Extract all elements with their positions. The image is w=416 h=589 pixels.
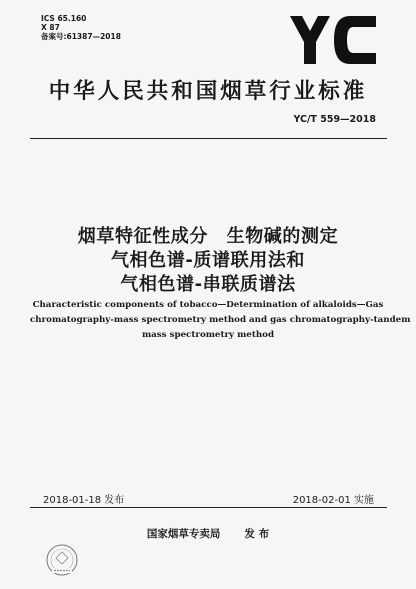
- standard-code: YC/T 559—2018: [293, 114, 376, 125]
- issue-date: 2018-01-18 发布: [43, 495, 125, 506]
- issuer-name: 国家烟草专卖局: [146, 528, 221, 540]
- yc-logo: [290, 16, 376, 64]
- ccs-code: X 87: [41, 23, 60, 32]
- filing-number: 备案号:61387—2018: [41, 32, 121, 41]
- cn-title-line-2: 气相色谱-质谱联用法和: [110, 250, 306, 271]
- cn-title-line-1: 烟草特征性成分 生物碱的测定: [77, 226, 339, 247]
- en-title-line-3: mass spectrometry method: [141, 330, 275, 340]
- bottom-divider: [30, 507, 387, 508]
- issuer-line: [0, 526, 416, 541]
- standard-title: 中华人民共和国烟草行业标准: [48, 79, 368, 104]
- top-divider: [30, 138, 387, 139]
- cn-title-line-3: 气相色谱-串联质谱法: [120, 274, 296, 295]
- classification-block: [41, 14, 121, 41]
- en-title-line-1: Characteristic components of tobacco—Determination of alkaloids—Gas: [32, 300, 384, 310]
- en-title-line-2: chromatography-mass spectrometry method and gas chromatography-tandem: [30, 315, 411, 325]
- implementation-date: 2018-02-01 实施: [292, 495, 374, 506]
- publish-label: 发 布: [244, 528, 270, 540]
- ics-code: ICS 65.160: [41, 14, 87, 23]
- official-seal: [42, 543, 82, 577]
- english-title: [30, 298, 411, 343]
